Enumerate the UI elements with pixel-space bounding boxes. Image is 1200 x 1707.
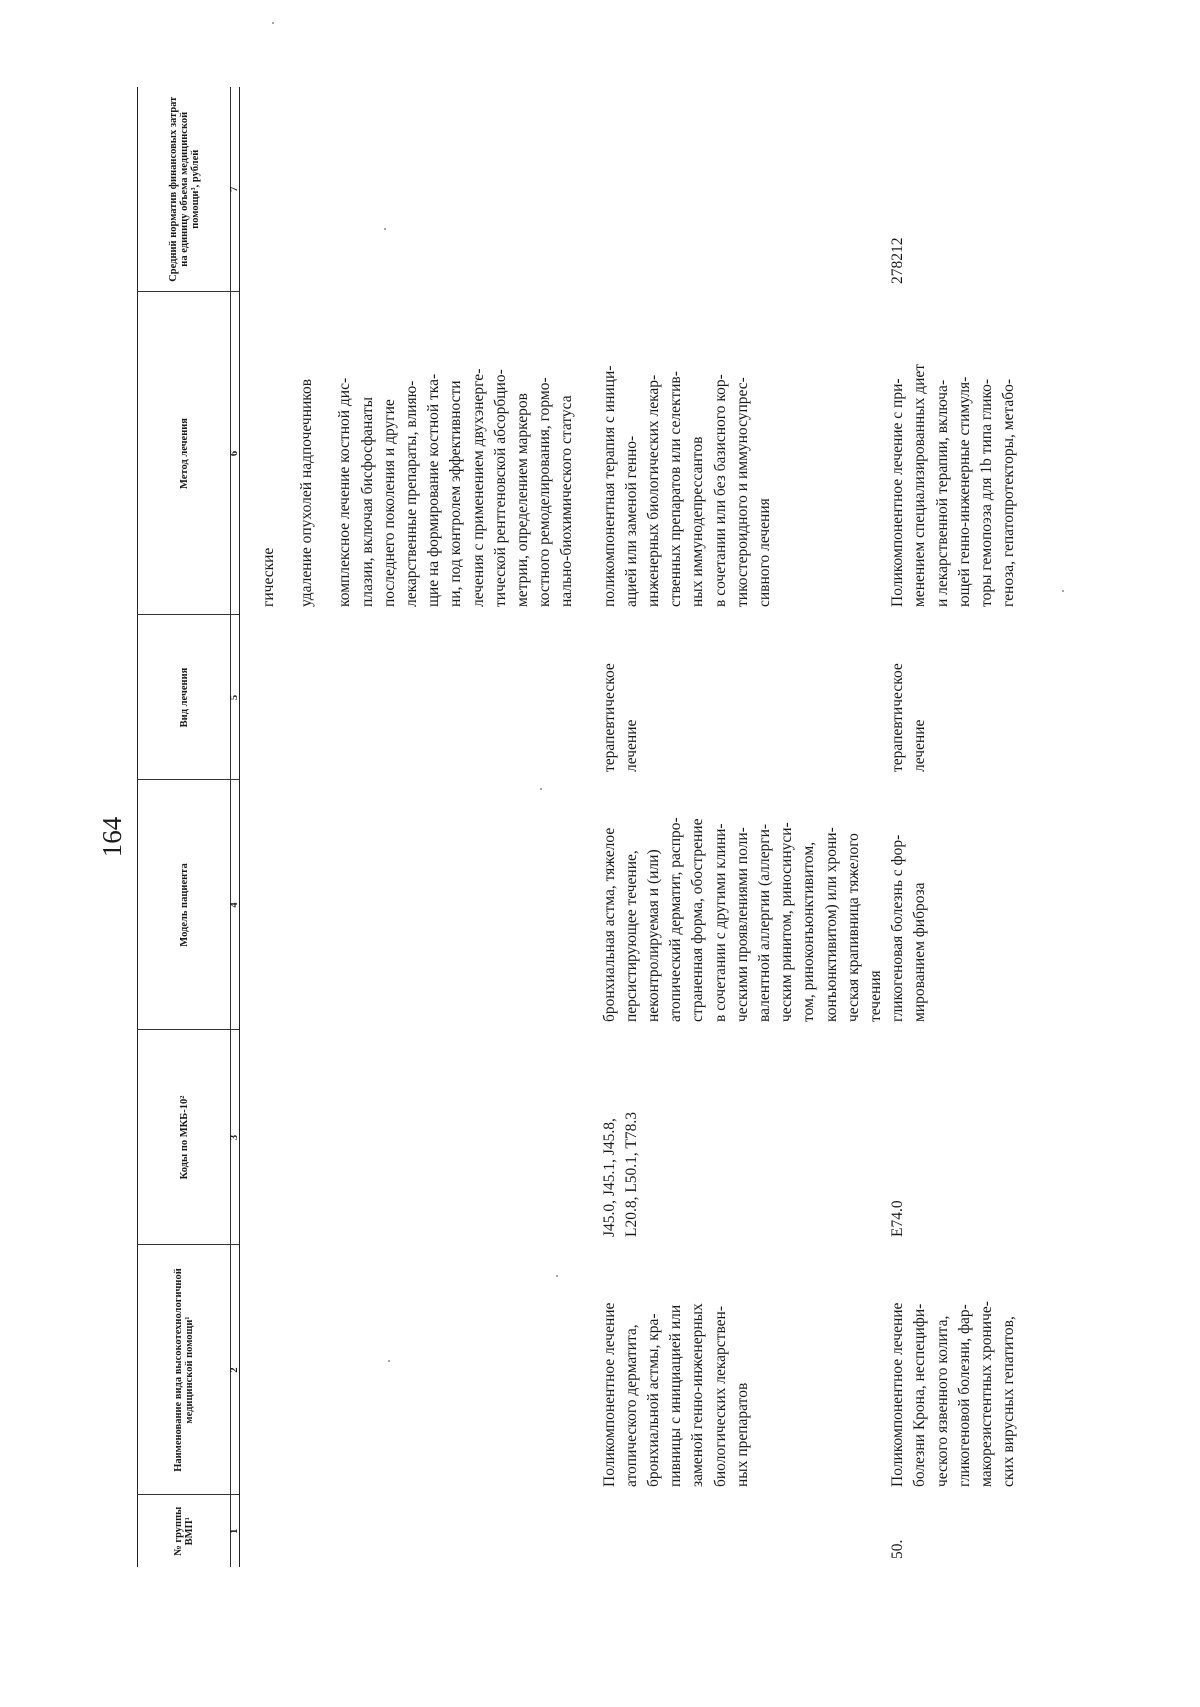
cell-group-number: 50. <box>889 1539 907 1559</box>
cell-empty <box>240 87 599 292</box>
header-group-number: № группы ВМП¹ <box>138 1495 231 1567</box>
cell-icd-codes: E74.0 <box>889 1200 907 1237</box>
table-row <box>887 87 1020 1567</box>
table-row <box>599 87 888 1567</box>
header-treatment-type: Вид лечения <box>138 615 231 780</box>
cell-empty <box>240 1030 599 1245</box>
cell-treatment-type: терапевтическое лечение <box>600 663 640 772</box>
column-number: 1 <box>231 1495 240 1567</box>
cell-average-cost: 278212 <box>889 237 907 284</box>
cell-empty <box>240 1245 599 1495</box>
method-text: гические <box>260 547 277 607</box>
method-text: поликомпонентная терапия с иници- ацией или заменой генно- инженерных биологических лекар- ственных препаратов или селектив- ных иммунодепрессантов <box>600 365 707 607</box>
column-number: 6 <box>231 292 240 615</box>
header-average-cost: Средний норматив финансовых затрат на единицу объема медицинской помощи³, рублей <box>138 87 231 292</box>
header-vmp-name: Наименование вида высокотехнологичной медицинской помощи¹ <box>138 1245 231 1495</box>
scan-speck <box>384 228 386 230</box>
cell-icd-codes: J45.0, J45.1, J45.8, L20.8, L50.1, T78.3 <box>600 1112 640 1237</box>
cell-average-cost <box>599 87 888 292</box>
scan-speck <box>272 22 274 24</box>
vmp-table <box>137 87 1021 1567</box>
cell-treatment-method <box>599 292 888 615</box>
cell-vmp-name: Поликомпонентное лечение атопического дерматита, бронхиальной астмы, кра- пивницы с инициацией или заменой генно-инженерных биологических лекарствен- ных препаратов <box>600 1302 751 1487</box>
column-number: 5 <box>231 615 240 780</box>
cell-treatment-type: терапевтическое лечение <box>889 663 929 772</box>
method-text: комплексное лечение костной дис- плазии, включая бисфосфанаты последнего поколения и другие лекарственные препараты, влияю- щие на формирование костной тка- ни, под контролем эффективности лечения с применением двухэнерге- тической рентгеновской абсорбцио- метрии, определением маркеров костного ремоделирования, гормо- нально-биохимического статуса <box>336 368 576 607</box>
column-number-row <box>231 87 240 1567</box>
cell-patient-model: бронхиальная астма, тяжелое персистирующее течение, неконтролируемая и (или) атопический дерматит, распро- страненная форма, обострение в сочетании с другими клини- ческими проявлениями поли- валентной аллергии (аллерги- ческим ринитом, риносинуси- том, риноконъюнктивитом, конъюнктивитом) или хрони- ческая крапивница тяжелого течения <box>600 817 885 1022</box>
column-number: 2 <box>231 1245 240 1495</box>
scan-speck <box>1062 590 1064 592</box>
header-icd-codes: Коды по МКБ-10² <box>138 1030 231 1245</box>
cell-empty <box>240 1495 599 1567</box>
column-number: 7 <box>231 87 240 292</box>
rotated-table-page <box>137 87 1200 1567</box>
header-row <box>138 87 231 1567</box>
cell-treatment-method <box>887 292 1020 615</box>
cell-patient-model: гликогеновая болезнь с фор- мированием фиброза <box>889 834 929 1022</box>
scan-speck <box>388 1360 390 1362</box>
method-text: удаление опухолей надпочечников <box>298 378 316 607</box>
method-text: Поликомпонентное лечение с при- менением специализированных диет и лекарственной терапии, включа- ющей генно-инженерные стимуля- торы гемопоэза для 1b типа глико- геноза, гепатопротекторы, метабо- <box>889 363 1018 607</box>
page-number: 164 <box>97 816 127 858</box>
cell-empty <box>240 780 599 1030</box>
method-text: в сочетании или без базисного кор- тикостероидного и иммуносупрес- сивного лечения <box>711 374 774 607</box>
cell-group-number <box>599 1495 888 1567</box>
scan-speck <box>556 1275 558 1277</box>
scan-speck <box>540 788 542 790</box>
cell-vmp-name: Поликомпонентное лечение болезни Крона, неспецифи- ческого язвенного колита, гликогеновой болезни, фар- макорезистентных хрониче- ских вирусных гепатитов, <box>889 1301 1018 1487</box>
header-treatment-method: Метод лечения <box>138 292 231 615</box>
cell-treatment-method <box>240 292 599 615</box>
table-row-continuation <box>240 87 599 1567</box>
column-number: 4 <box>231 780 240 1030</box>
cell-empty <box>240 615 599 780</box>
header-patient-model: Модель пациента <box>138 780 231 1030</box>
column-number: 3 <box>231 1030 240 1245</box>
